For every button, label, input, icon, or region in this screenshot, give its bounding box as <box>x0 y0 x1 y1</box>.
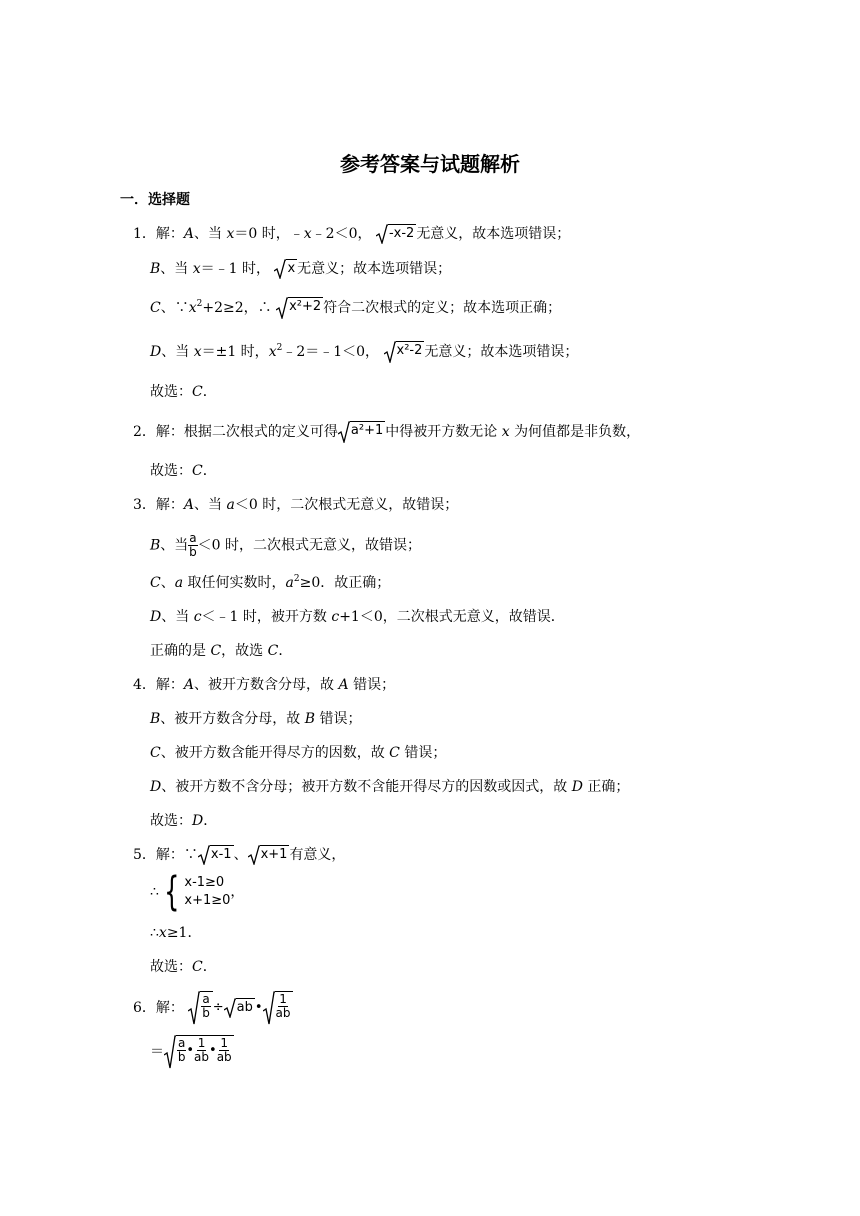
q6-line2: ＝ $\frac{a}{b}$ • $\frac{1}{ab}$ • $\frac{1}{ab}$ <box>150 1032 234 1072</box>
q4-answer: 故选：D． <box>150 813 218 829</box>
brace-icon: { <box>164 869 180 915</box>
q4-line1: 4．解：A、被开方数含分母，故 A 错误； <box>133 677 396 693</box>
q6-line1: 6．解： $\frac{a}{b}$ ÷ ab • $\frac{1}{ab}$ <box>133 988 293 1028</box>
q4-line2: B、被开方数含分母，故 B 错误； <box>150 711 362 727</box>
q3-line3: C、a 取任何实数时，$a^2\ge 0$．故正确； <box>150 574 391 591</box>
section-heading: 一．选择题 <box>120 192 190 208</box>
q5-line1: 5．解：∵ x-1 、 x+1 有意义， <box>133 847 346 863</box>
radical-expression: x²+2 <box>276 297 323 319</box>
inequality-system: { x-1≥0 x+1≥0 <box>164 869 231 915</box>
q1-answer: 故选：C． <box>150 384 217 400</box>
radical-expression: x <box>274 259 297 279</box>
q3-line2: B、当 $\frac{a}{b}$ ＜0 时，二次根式无意义，故错误； <box>150 531 422 559</box>
radical-product: $\frac{a}{b}$ • $\frac{1}{ab}$ • $\frac{1}{ab}$ <box>164 1035 234 1069</box>
q4-line3: C、被开方数含能开得尽方的因数，故 C 错误； <box>150 745 447 761</box>
page-title: 参考答案与试题解析 <box>340 152 520 176</box>
q5-system: ∴ { x-1≥0 x+1≥0 ， <box>150 869 245 915</box>
q5-answer: 故选：C． <box>150 959 217 975</box>
radical-expression: ab <box>224 998 255 1018</box>
radical-fraction: $\frac{a}{b}$ <box>188 991 212 1025</box>
radical-expression: x+1 <box>248 845 290 865</box>
q3-line4: D、当 c＜﹣1 时，被开方数 c+1＜0，二次根式无意义，故错误． <box>150 609 565 625</box>
q1-line1: 1．解：A、当 x＝0 时，﹣x﹣2＜0， -x-2 无意义，故本选项错误； <box>133 226 571 242</box>
q5-conclusion: ∴x≥1． <box>150 925 202 941</box>
q1-line4: D、当 x＝±1 时，$x^2﹣2=﹣1<0$， x²-2 无意义；故本选项错误； <box>150 341 578 363</box>
q3-conclusion: 正确的是 C，故选 C． <box>150 643 293 659</box>
fraction: $\frac{a}{b}$ <box>189 531 197 559</box>
radical-expression: x-1 <box>198 845 234 865</box>
q3-line1: 3．解：A、当 a＜0 时，二次根式无意义，故错误； <box>133 497 459 513</box>
radical-expression: -x-2 <box>376 224 416 244</box>
q2-line1: 2．解：根据二次根式的定义可得 a²+1 中得被开方数无论 x 为何值都是非负数， <box>133 421 640 443</box>
radical-fraction: $\frac{1}{ab}$ <box>263 991 293 1025</box>
q4-line4: D、被开方数不含分母；被开方数不含能开得尽方的因数或因式，故 D 正确； <box>150 779 630 795</box>
q2-answer: 故选：C． <box>150 463 217 479</box>
q1-line2: B、当 x＝﹣1 时， x 无意义；故本选项错误； <box>150 261 452 277</box>
q1-line3: C、$\because x^2+2\ge 2$，∴ x²+2 符合二次根式的定义；故本选项正确； <box>150 297 561 319</box>
radical-expression: x²-2 <box>384 341 425 363</box>
radical-expression: a²+1 <box>338 421 385 443</box>
